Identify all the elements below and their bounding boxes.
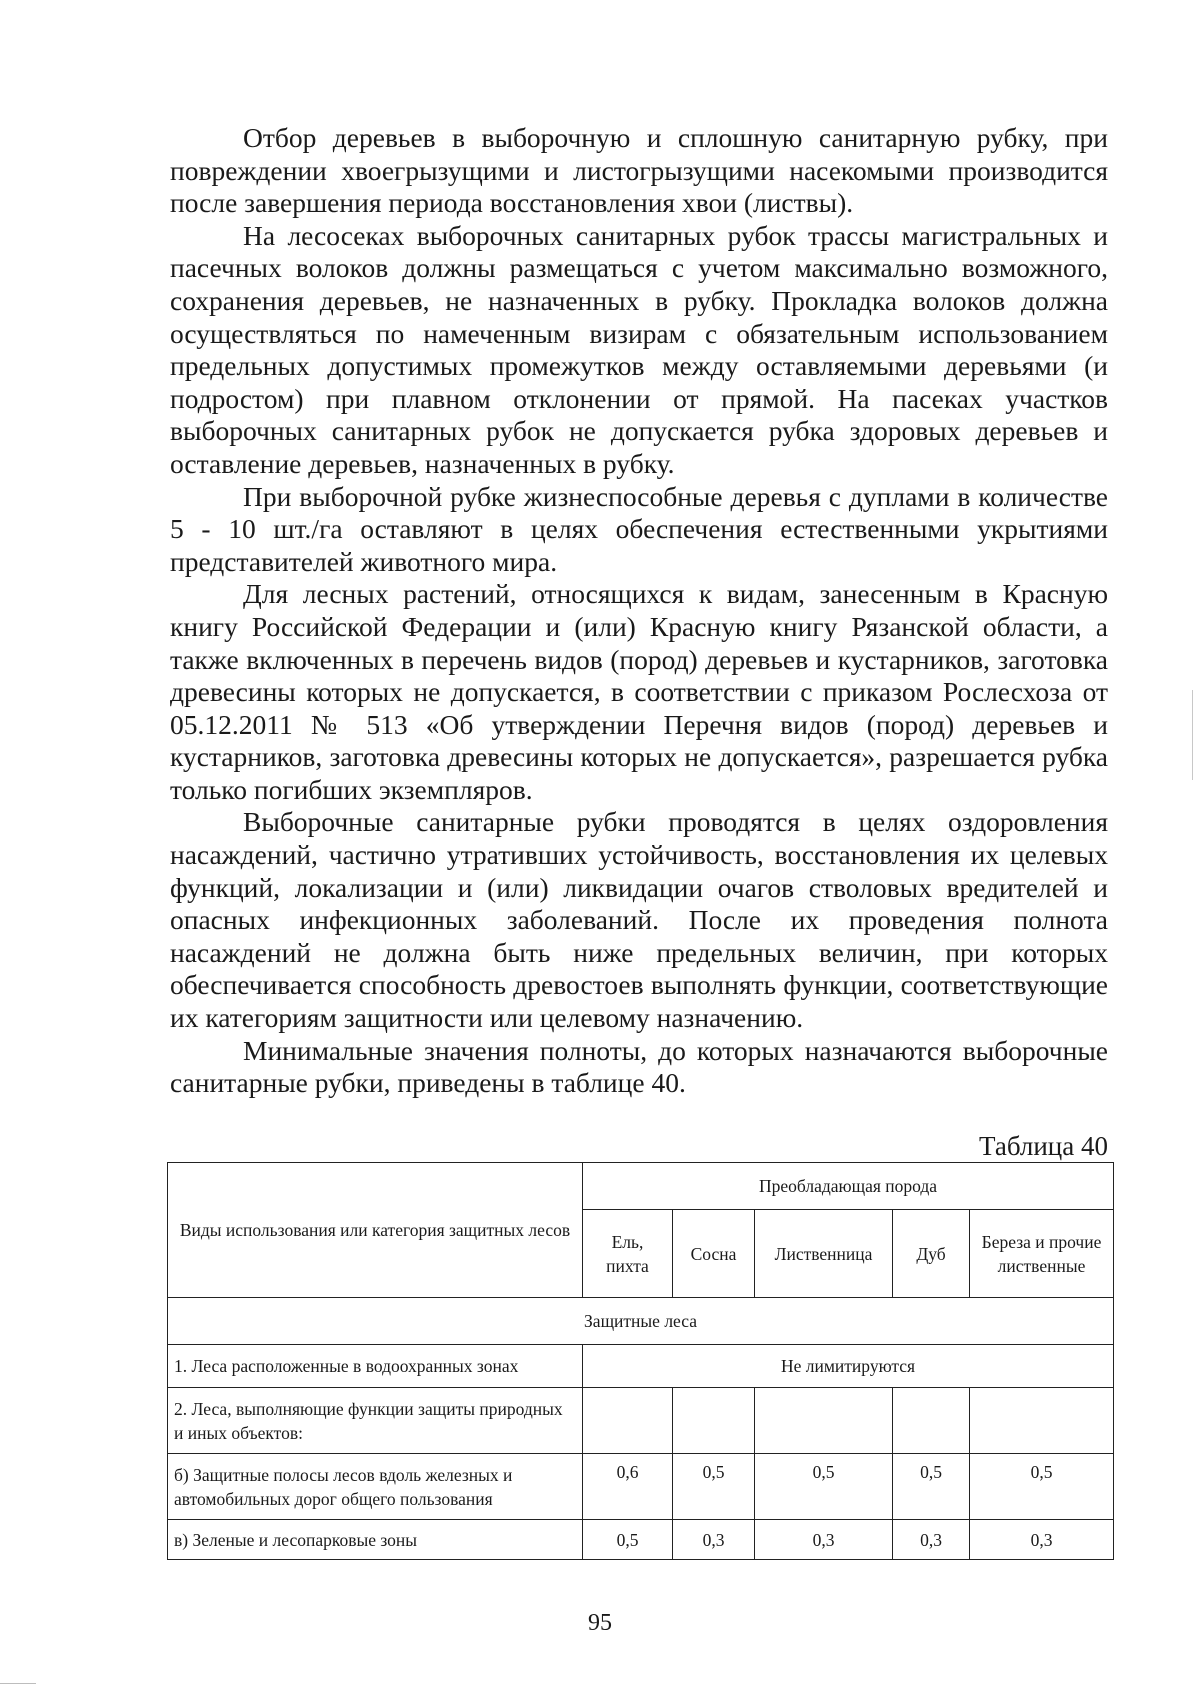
row-label-header: Виды использования или категория защитных лесов — [168, 1163, 583, 1298]
row-label: 2. Леса, выполняющие функции защиты природных и иных объектов: — [168, 1388, 583, 1454]
value-cell: 0,5 — [970, 1454, 1114, 1520]
species-header: Сосна — [673, 1210, 755, 1298]
page-number: 95 — [588, 1610, 612, 1636]
scan-artifact — [0, 1683, 36, 1684]
empty-cell — [673, 1388, 755, 1454]
value-cell: 0,5 — [755, 1454, 893, 1520]
value-cell: 0,5 — [673, 1454, 755, 1520]
value-cell: 0,6 — [583, 1454, 673, 1520]
value-cell: 0,3 — [893, 1520, 970, 1560]
species-header: Лиственница — [755, 1210, 893, 1298]
paragraph: Выборочные санитарные рубки проводятся в целях оздоровления насаждений, частично утративших устойчивость, восстановления их целевых функций, локализации и (или) ликвидации очагов стволовых вредителей и опасных инфекционных заболеваний. После их проведения полнота насаждений не должна быть ниже предельных величин, при которых обеспечивается способность древостоев выполнять функции, соответствующие их категориям защитности или целевому назначению. — [170, 806, 1108, 1034]
value-cell: 0,3 — [970, 1520, 1114, 1560]
species-group-header: Преобладающая порода — [583, 1163, 1114, 1210]
empty-cell — [583, 1388, 673, 1454]
empty-cell — [893, 1388, 970, 1454]
body-text — [170, 122, 1108, 1100]
empty-cell — [970, 1388, 1114, 1454]
paragraph: Для лесных растений, относящихся к видам, занесенным в Красную книгу Российской Федерации и (или) Красную книгу Рязанской области, а также включенных в перечень видов (пород) деревьев и кустарников, заготовка древесины которых не допускается, в соответствии с приказом Рослесхоза от 05.12.2011 № 513 «Об утверждении Перечня видов (пород) деревьев и кустарников, заготовка древесины которых не допускается», разрешается рубка только погибших экземпляров. — [170, 578, 1108, 805]
paragraph: Минимальные значения полноты, до которых назначаются выборочные санитарные рубки, приведены в таблице 40. — [170, 1034, 1108, 1099]
species-header: Дуб — [893, 1210, 970, 1298]
row-label: б) Защитные полосы лесов вдоль железных и автомобильных дорог общего пользования — [168, 1454, 583, 1520]
table-caption: Таблица 40 — [979, 1131, 1108, 1161]
value-cell: 0,5 — [893, 1454, 970, 1520]
paragraph: На лесосеках выборочных санитарных рубок трассы магистральных и пасечных волоков должны размещаться с учетом максимально возможного, сохранения деревьев, не назначенных в рубку. Прокладка волоков должна осуществляться по намеченным визирам с обязательным использованием предельных допустимых промежутков между оставляемыми деревьями (и подростом) при плавном отклонении от прямой. На пасеках участков выборочных санитарных рубок не допускается рубка здоровых деревьев и оставление деревьев, назначенных в рубку. — [170, 219, 1108, 479]
row-label: в) Зеленые и лесопарковые зоны — [168, 1520, 583, 1560]
row-merged-value: Не лимитируются — [583, 1345, 1114, 1388]
value-cell: 0,3 — [673, 1520, 755, 1560]
empty-cell — [755, 1388, 893, 1454]
paragraph: Отбор деревьев в выборочную и сплошную санитарную рубку, при повреждении хвоегрызущими и листогрызущими насекомыми производится после завершения периода восстановления хвои (листвы). — [170, 122, 1108, 219]
paragraph: При выборочной рубке жизнеспособные деревья с дуплами в количестве 5 - 10 шт./га оставляют в целях обеспечения естественными укрытиями представителей животного мира. — [170, 480, 1108, 577]
scan-artifact — [1192, 690, 1193, 780]
species-header: Береза и прочие лиственные — [970, 1210, 1114, 1298]
forest-density-table — [167, 1162, 1114, 1560]
value-cell: 0,5 — [583, 1520, 673, 1560]
species-header: Ель, пихта — [583, 1210, 673, 1298]
value-cell: 0,3 — [755, 1520, 893, 1560]
row-label: 1. Леса расположенные в водоохранных зонах — [168, 1345, 583, 1388]
section-row: Защитные леса — [168, 1298, 1114, 1345]
